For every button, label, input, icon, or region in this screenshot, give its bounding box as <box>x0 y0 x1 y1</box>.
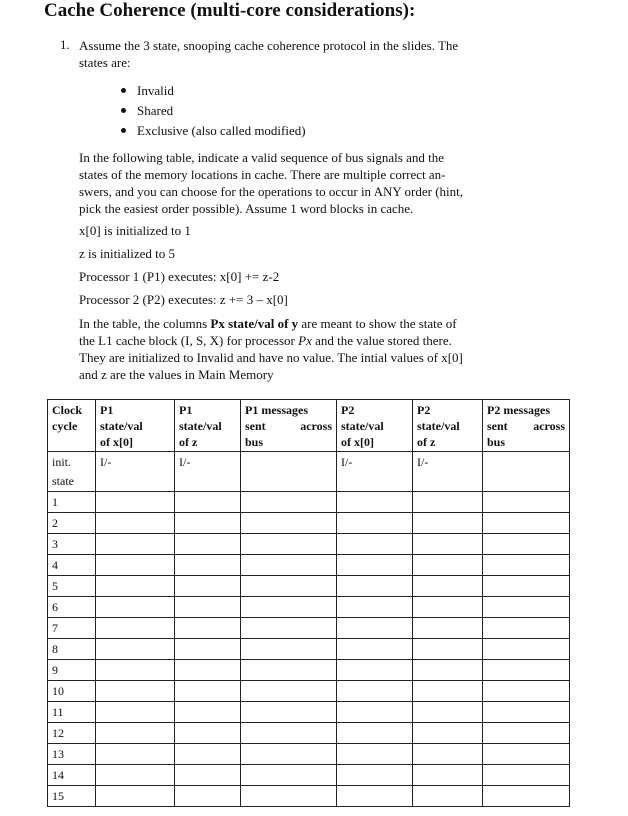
table-row <box>48 786 570 807</box>
col-header-p2-z: P2 state/val of z <box>413 400 483 452</box>
table-explanation: In the table, the columns Px state/val of y are meant to show the state of the L1 cache block (I, S, X) for processor Px and the value stored there. They are initialized to Invalid and have no value. The intial values of x[0] and z are the values in Main Memory <box>79 316 463 382</box>
p2-z-cell[interactable] <box>413 597 483 618</box>
p1-z-cell[interactable] <box>175 513 241 534</box>
p1-x-cell[interactable] <box>96 492 175 513</box>
table-row <box>48 555 570 576</box>
p2-z-cell[interactable]: I/- <box>413 452 483 492</box>
p2-messages-cell[interactable] <box>483 492 570 513</box>
p2-z-cell[interactable] <box>413 660 483 681</box>
p1-z-cell[interactable] <box>175 576 241 597</box>
table-row <box>48 681 570 702</box>
p2-x-cell[interactable] <box>337 576 413 597</box>
p2-z-cell[interactable] <box>413 786 483 807</box>
p1-messages-cell[interactable] <box>241 534 337 555</box>
cycle-cell: 2 <box>48 513 96 534</box>
p2-messages-cell[interactable] <box>483 681 570 702</box>
p1-x-cell[interactable] <box>96 723 175 744</box>
cycle-cell: 11 <box>48 702 96 723</box>
p2-messages-cell[interactable] <box>483 639 570 660</box>
p2-z-cell[interactable] <box>413 492 483 513</box>
p2-messages-cell[interactable] <box>483 765 570 786</box>
p2-z-cell[interactable] <box>413 702 483 723</box>
p2-x-cell[interactable] <box>337 744 413 765</box>
question-intro <box>79 37 499 71</box>
p2-z-cell[interactable] <box>413 534 483 555</box>
p1-messages-cell[interactable] <box>241 702 337 723</box>
p2-x-cell[interactable] <box>337 618 413 639</box>
table-row <box>48 660 570 681</box>
cycle-cell: 1 <box>48 492 96 513</box>
p1-messages-cell[interactable] <box>241 744 337 765</box>
p1-z-cell[interactable] <box>175 492 241 513</box>
p2-messages-cell[interactable] <box>483 534 570 555</box>
p1-z-cell[interactable] <box>175 597 241 618</box>
table-row <box>48 723 570 744</box>
p1-z-cell[interactable] <box>175 618 241 639</box>
p1-z-cell[interactable] <box>175 681 241 702</box>
page-title: Cache Coherence (multi-core considerations): <box>44 0 416 21</box>
table-row <box>48 597 570 618</box>
table-row <box>48 744 570 765</box>
table-row <box>48 576 570 597</box>
cycle-cell: 12 <box>48 723 96 744</box>
p1-messages-cell[interactable] <box>241 660 337 681</box>
p2-messages-cell[interactable] <box>483 555 570 576</box>
cycle-cell: 7 <box>48 618 96 639</box>
p2-messages-cell[interactable] <box>483 618 570 639</box>
col-header-p2-x: P2 state/val of x[0] <box>337 400 413 452</box>
cycle-cell: 10 <box>48 681 96 702</box>
p2-x-cell[interactable] <box>337 555 413 576</box>
cycle-cell: init. state <box>48 452 96 492</box>
p2-x-cell[interactable] <box>337 597 413 618</box>
p2-messages-cell[interactable] <box>483 702 570 723</box>
table-row <box>48 513 570 534</box>
p1-messages-cell[interactable] <box>241 723 337 744</box>
p2-messages-cell[interactable] <box>483 723 570 744</box>
p2-x-cell[interactable] <box>337 492 413 513</box>
p1-x-cell[interactable] <box>96 576 175 597</box>
p2-z-cell[interactable] <box>413 765 483 786</box>
bullet-icon <box>121 88 126 93</box>
p1-x-cell[interactable] <box>96 534 175 555</box>
p1-z-cell[interactable] <box>175 744 241 765</box>
p1-messages-cell[interactable] <box>241 492 337 513</box>
p1-x-cell[interactable] <box>96 681 175 702</box>
table-row <box>48 618 570 639</box>
p2-z-cell[interactable] <box>413 618 483 639</box>
table-row <box>48 534 570 555</box>
p2-x-cell[interactable] <box>337 723 413 744</box>
p1-z-cell[interactable] <box>175 534 241 555</box>
p1-x-cell[interactable] <box>96 513 175 534</box>
p1-x-cell[interactable] <box>96 786 175 807</box>
p2-z-cell[interactable] <box>413 723 483 744</box>
cycle-cell: 15 <box>48 786 96 807</box>
coherence-table <box>47 399 570 807</box>
p1-x-cell[interactable] <box>96 702 175 723</box>
p2-x-cell[interactable] <box>337 660 413 681</box>
p2-z-cell[interactable] <box>413 513 483 534</box>
col-header-p1-z: P1 state/val of z <box>175 400 241 452</box>
cycle-cell: 5 <box>48 576 96 597</box>
p1-x-cell[interactable] <box>96 660 175 681</box>
p1-z-cell[interactable] <box>175 786 241 807</box>
state-item: Shared <box>121 101 306 121</box>
p1-messages-cell[interactable] <box>241 452 337 492</box>
col-header-p2-messages: P2 messages sent across bus <box>483 400 570 452</box>
p2-z-cell[interactable] <box>413 744 483 765</box>
p1-x-cell[interactable] <box>96 765 175 786</box>
p1-x-cell[interactable] <box>96 597 175 618</box>
p1-messages-cell[interactable] <box>241 576 337 597</box>
p1-x-cell[interactable]: I/- <box>96 452 175 492</box>
cycle-cell: 13 <box>48 744 96 765</box>
p2-messages-cell[interactable] <box>483 576 570 597</box>
p1-z-cell[interactable] <box>175 723 241 744</box>
p2-x-cell[interactable] <box>337 786 413 807</box>
instructions-paragraph: In the following table, indicate a valid sequence of bus signals and the states of the memory locations in cache. There are multiple correct an- swers, and you can choose for the operations to occur in ANY order (hint, pick the easiest order possible). Assume 1 word blocks in cache. <box>79 150 463 216</box>
cycle-cell: 8 <box>48 639 96 660</box>
bullet-icon <box>121 128 126 133</box>
p2-x-cell[interactable]: I/- <box>337 452 413 492</box>
col-header-p1-x: P1 state/val of x[0] <box>96 400 175 452</box>
table-row <box>48 765 570 786</box>
p2-x-cell[interactable] <box>337 534 413 555</box>
table-row <box>48 452 570 492</box>
p1-x-cell[interactable] <box>96 618 175 639</box>
p1-z-cell[interactable] <box>175 702 241 723</box>
table-row <box>48 702 570 723</box>
p1-x-cell[interactable] <box>96 555 175 576</box>
col-header-clock: Clock cycle <box>48 400 96 452</box>
p1-z-cell[interactable] <box>175 765 241 786</box>
p1-exec-text: Processor 1 (P1) executes: x[0] += z-2 <box>79 269 280 284</box>
p1-x-cell[interactable] <box>96 744 175 765</box>
question-intro-line1: Assume the 3 state, snooping cache coherence protocol in the slides. The <box>79 38 459 53</box>
p1-x-cell[interactable] <box>96 639 175 660</box>
p2-x-cell[interactable] <box>337 639 413 660</box>
p1-messages-cell[interactable] <box>241 555 337 576</box>
p1-z-cell[interactable] <box>175 660 241 681</box>
p2-exec-text: Processor 2 (P2) executes: z += 3 – x[0] <box>79 292 288 307</box>
cycle-cell: 9 <box>48 660 96 681</box>
col-header-p1-messages: P1 messages sent across bus <box>241 400 337 452</box>
cycle-cell: 3 <box>48 534 96 555</box>
question-number: 1. <box>60 37 70 52</box>
state-item: Exclusive (also called modified) <box>121 121 306 141</box>
header-row <box>48 400 570 452</box>
table-row <box>48 492 570 513</box>
table-row <box>48 639 570 660</box>
p1-messages-cell[interactable] <box>241 618 337 639</box>
p1-z-cell[interactable] <box>175 639 241 660</box>
p2-x-cell[interactable] <box>337 681 413 702</box>
p2-x-cell[interactable] <box>337 513 413 534</box>
p2-messages-cell[interactable] <box>483 744 570 765</box>
p2-messages-cell[interactable] <box>483 452 570 492</box>
state-list <box>121 81 306 141</box>
p2-messages-cell[interactable] <box>483 597 570 618</box>
cycle-cell: 4 <box>48 555 96 576</box>
p1-z-cell[interactable]: I/- <box>175 452 241 492</box>
cycle-cell: 14 <box>48 765 96 786</box>
p2-x-cell[interactable] <box>337 702 413 723</box>
p1-messages-cell[interactable] <box>241 786 337 807</box>
question-intro-line2: states are: <box>79 55 131 70</box>
p2-z-cell[interactable] <box>413 681 483 702</box>
p1-messages-cell[interactable] <box>241 597 337 618</box>
p2-messages-cell[interactable] <box>483 786 570 807</box>
p2-messages-cell[interactable] <box>483 513 570 534</box>
p1-messages-cell[interactable] <box>241 513 337 534</box>
init-x-text: x[0] is initialized to 1 <box>79 223 191 238</box>
p1-messages-cell[interactable] <box>241 681 337 702</box>
p1-messages-cell[interactable] <box>241 639 337 660</box>
bullet-icon <box>121 108 126 113</box>
p1-z-cell[interactable] <box>175 555 241 576</box>
p2-messages-cell[interactable] <box>483 660 570 681</box>
cycle-cell: 6 <box>48 597 96 618</box>
p2-x-cell[interactable] <box>337 765 413 786</box>
p2-z-cell[interactable] <box>413 639 483 660</box>
p2-z-cell[interactable] <box>413 555 483 576</box>
p2-z-cell[interactable] <box>413 576 483 597</box>
init-z-text: z is initialized to 5 <box>79 246 176 261</box>
p1-messages-cell[interactable] <box>241 765 337 786</box>
state-item: Invalid <box>121 81 306 101</box>
